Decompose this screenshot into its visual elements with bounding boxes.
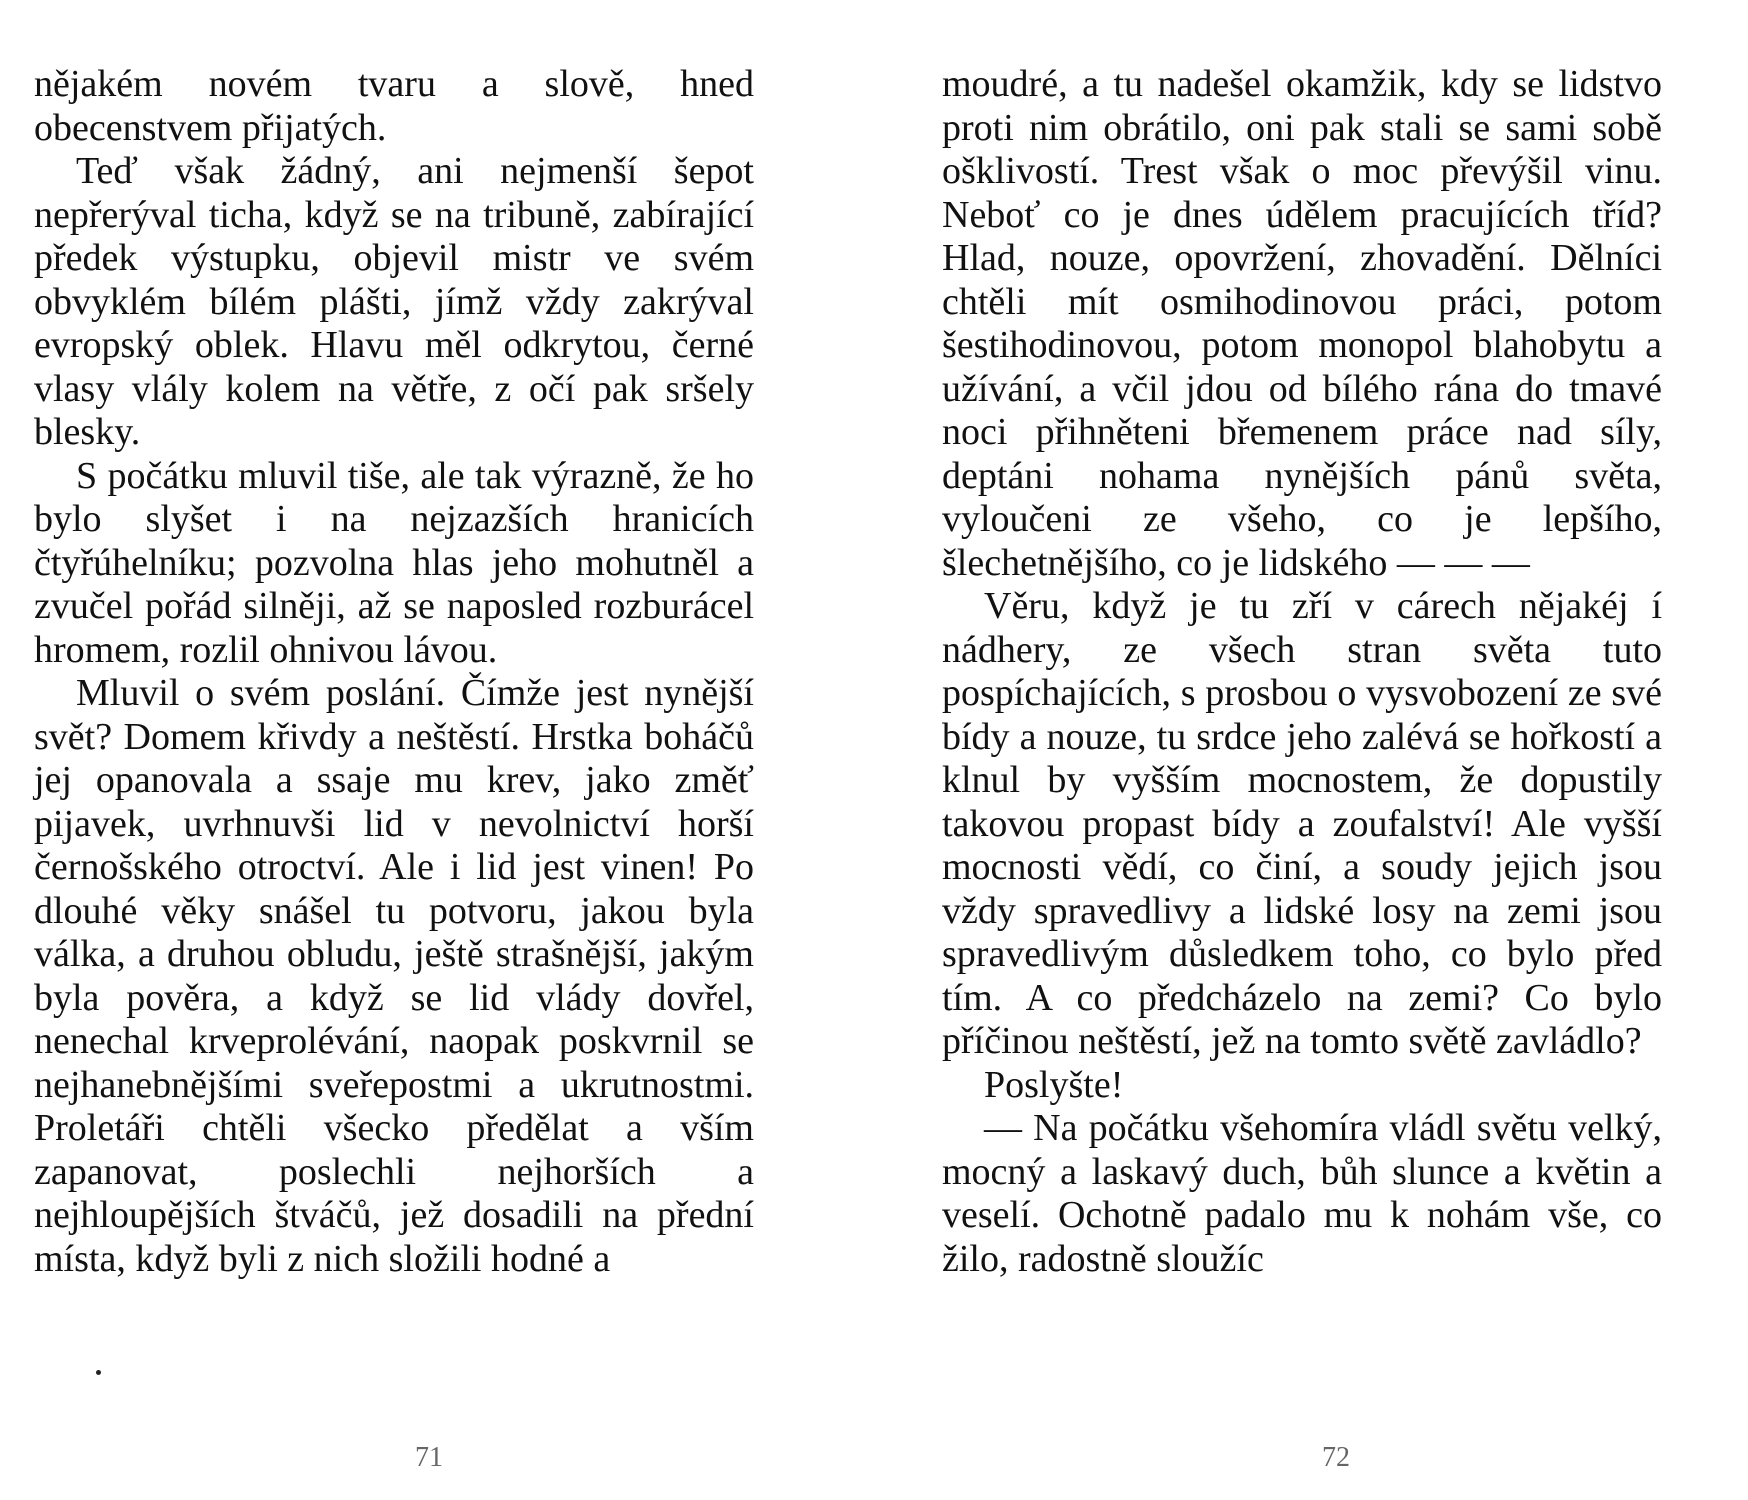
ink-speck xyxy=(96,1370,101,1375)
paragraph: S počátku mluvil tiše, ale tak výrazně, že ho bylo slyšet i na nejzazších hranicích čtyřúhelníku; pozvolna hlas jeho mohutněl a zvučel pořád silněji, až se naposled rozburácel hromem, rozlil ohnivou lávou. xyxy=(34,454,754,671)
paragraph: nějakém novém tvaru a slově, hned obecenstvem přijatých. xyxy=(34,63,754,149)
paragraph: Teď však žádný, ani nejmenší šepot nepřerýval ticha, když se na tribuně, zabírající předek výstupku, objevil mistr ve svém obvyklém bílém plášti, jímž vždy zakrýval evropský oblek. Hlavu měl odkrytou, černé vlasy vlály kolem na větře, z očí pak sršely blesky. xyxy=(34,150,754,453)
page-number: 71 xyxy=(415,1442,443,1473)
paragraph: Věru, když je tu zří v cárech nějakéj í nádhery, ze všech stran světa tuto pospíchajících, s prosbou o vysvobození ze své bídy a nouze, tu srdce jeho zalévá se hořkostí a klnul by vyšším mocnostem, že dopustily takovou propast bídy a zoufalství! Ale vyšší mocnosti vědí, co činí, a soudy jejich jsou vždy spravedlivy a lidské losy na zemi jsou spravedlivým důsledkem toho, co bylo před tím. A co předcházelo na zemi? Co bylo příčinou neštěstí, jež na tomto světě zavládlo? xyxy=(942,585,1662,1062)
paragraph: moudré, a tu nadešel okamžik, kdy se lidstvo proti nim obrátilo, oni pak stali se sami sobě ošklivostí. Trest však o moc převýšil vinu. Neboť co je dnes údělem pracujících tříd? Hlad, nouze, opovržení, zhovadění. Dělníci chtěli mít osmihodinovou práci, potom šestihodinovou, potom monopol blahobytu a užívání, a včil jdou od bílého rána do tmavé noci přihněteni břemenem práce nad síly, deptáni nohama nynějších pánů světa, vyloučeni ze všeho, co je lepšího, šlechetnějšího, co je lidského — — — xyxy=(942,63,1662,584)
left-text-column xyxy=(34,63,754,1281)
page-number: 72 xyxy=(1322,1442,1350,1473)
paragraph: — Na počátku všehomíra vládl světu velký, mocný a laskavý duch, bůh slunce a květin a veselí. Ochotně padalo mu k nohám vše, co žilo, radostně sloužíc xyxy=(942,1107,1662,1280)
right-page xyxy=(874,0,1664,1500)
right-text-column xyxy=(942,63,1662,1281)
paragraph: Poslyšte! xyxy=(984,1063,1124,1106)
left-page xyxy=(0,0,790,1500)
paragraph: Mluvil o svém poslání. Čímže jest nynější svět? Domem křivdy a neštěstí. Hrstka boháčů jej opanovala a ssaje mu krev, jako změť pijavek, uvrhnuvši lid v nevolnictví horší černošského otroctví. Ale i lid jest vinen! Po dlouhé věky snášel tu potvoru, jakou byla válka, a druhou obludu, ještě strašnější, jakým byla pověra, a když se lid vlády dovřel, nenechal krveprolévání, naopak poskvrnil se nejhanebnějšími sveřepostmi a ukrutnostmi. Proletáři chtěli všecko předělat a vším zapanovat, poslechli nejhorších a nejhloupějších štváčů, jež dosadili na přední místa, když byli z nich složili hodné a xyxy=(34,672,754,1280)
